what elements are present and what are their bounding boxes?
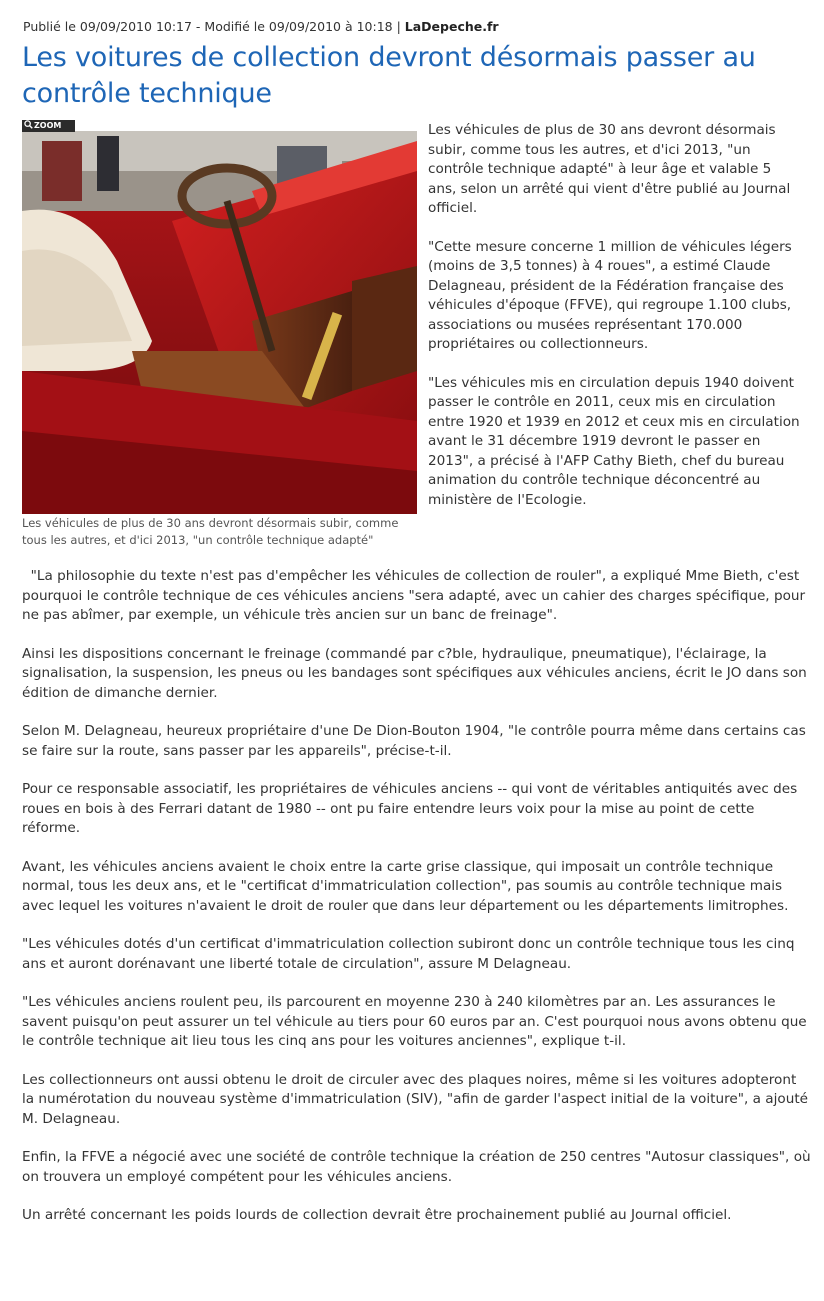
car-photo[interactable]: [22, 131, 417, 514]
side-paragraph-1: Les véhicules de plus de 30 ans devront désormais subir, comme tous les autres, et d'ici 2013, "un contrôle technique adapté" à leur âge et valable 5 ans, selon un arrêté qui vient d'être publié au Journal officiel.: [428, 122, 791, 216]
body-paragraph-6: "Les véhicules dotés d'un certificat d'immatriculation collection subiront donc un contrôle technique tous les cinq ans et auront dorénavant une liberté totale de circulation", assure M Delagneau.: [22, 936, 795, 972]
body-paragraph-4: Pour ce responsable associatif, les propriétaires de véhicules anciens -- qui vont de véritables antiquités avec des roues en bois à des Ferrari datant de 1980 -- ont pu faire entendre leurs voix pour la mise au point de cette réforme.: [22, 781, 798, 836]
magnifier-icon: [22, 120, 34, 132]
source-name: LaDepeche.fr: [404, 19, 499, 34]
body-paragraph-8: Les collectionneurs ont aussi obtenu le droit de circuler avec des plaques noires, même si les voitures adopteront la numérotation du nouveau système d'immatriculation (SIV), "afin de garder l'aspect initial de la voiture", a ajouté M. Delagneau.: [22, 1071, 809, 1127]
side-paragraph-2: "Cette mesure concerne 1 million de véhicules légers (moins de 3,5 tonnes) à 4 roues", a estimé Claude Delagneau, président de la Fédération française des véhicules d'époque (FFVE), qui regroupe 1.100 clubs, associations ou musées représentant 170.000 propriétaires ou collectionneurs.: [428, 238, 792, 352]
body-paragraph-5: Avant, les véhicules anciens avaient le choix entre la carte grise classique, qui imposait un contrôle technique normal, tous les deux ans, et le "certificat d'immatriculation collection", pas soumis au contrôle technique mais avec lequel les voitures n'avaient le droit de rouler que dans leur département ou les départements limitrophes.: [22, 858, 789, 914]
article-photo-block: [22, 120, 417, 514]
body-paragraph-7: "Les véhicules anciens roulent peu, ils parcourent en moyenne 230 à 240 kilomètres par an. Les assurances le savent puisqu'on peut assurer un tel véhicule au tiers pour 60 euros par an. C'est pourquoi nous avons obtenu que le contrôle technique ait lieu tous les cinq ans pour les voitures anciennes", explique t-il.: [22, 994, 807, 1049]
article-meta: [23, 19, 499, 34]
body-paragraph-3: Selon M. Delagneau, heureux propriétaire d'une De Dion-Bouton 1904, "le contrôle pourra même dans certains cas se faire sur la route, sans passer par les appareils", précise-t-il.: [22, 723, 806, 759]
article-title: Les voitures de collection devront désormais passer au contrôle technique: [22, 42, 756, 109]
body-paragraph-10: Un arrêté concernant les poids lourds de collection devrait être prochainement publié au Journal officiel.: [22, 1207, 732, 1223]
body-paragraph-1: "La philosophie du texte n'est pas d'empêcher les véhicules de collection de rouler", a expliqué Mme Bieth, c'est pourquoi le contrôle technique de ces véhicules anciens "sera adapté, avec un cahier des charges spécifique, pour ne pas abîmer, par exemple, un véhicule très ancien sur un banc de freinage".: [22, 568, 810, 623]
body-paragraph-9: Enfin, la FFVE a négocié avec une société de contrôle technique la création de 250 centres "Autosur classiques", où on trouvera un employé compétent pour les véhicules anciens.: [22, 1149, 811, 1185]
zoom-button[interactable]: [22, 120, 75, 132]
side-paragraph-3: "Les véhicules mis en circulation depuis 1940 doivent passer le contrôle en 2011, ceux mis en circulation entre 1920 et 1939 en 2012 et ceux mis en circulation avant le 31 décembre 1919 devront le passer en 2013", a précisé à l'AFP Cathy Bieth, chef du bureau animation du contrôle technique déconcentré au ministère de l'Ecologie.: [428, 374, 800, 508]
publication-dates: Publié le 09/09/2010 10:17 - Modifié le 09/09/2010 à 10:18 |: [23, 19, 405, 34]
article-body: [22, 567, 812, 1245]
zoom-label: ZOOM: [34, 121, 62, 130]
side-column: [428, 121, 800, 529]
photo-caption: Les véhicules de plus de 30 ans devront désormais subir, comme tous les autres, et d'ici 2013, "un contrôle technique adapté": [22, 516, 399, 547]
body-paragraph-2: Ainsi les dispositions concernant le freinage (commandé par c?ble, hydraulique, pneumatique), l'éclairage, la signalisation, la suspension, les pneus ou les bandages sont spécifiques aux véhicules anciens, écrit le JO dans son édition de dimanche dernier.: [22, 645, 807, 701]
